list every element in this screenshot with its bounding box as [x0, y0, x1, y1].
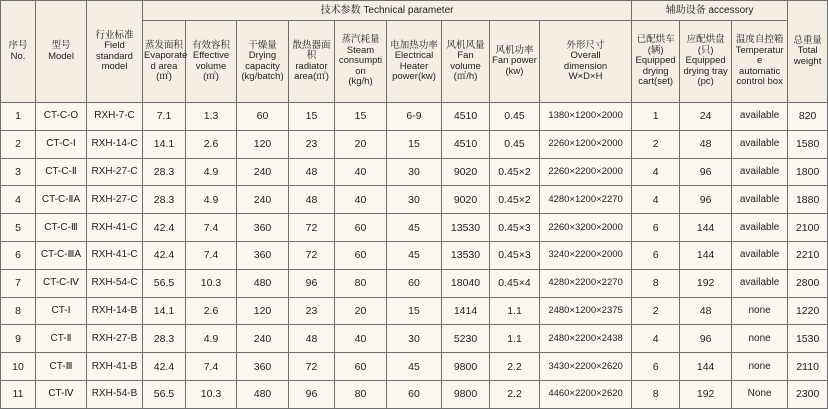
table-row — [1, 130, 828, 158]
table-row — [1, 241, 828, 269]
cell-radiator-area: 48 — [289, 325, 335, 353]
cell-std-model: RXH-27-C — [87, 186, 143, 214]
cell-drying-cart: 8 — [632, 269, 680, 297]
table-row — [1, 186, 828, 214]
cell-fan-power: 0.45×3 — [490, 214, 540, 242]
cell-overall-dimension: 3240×2200×2000 — [540, 241, 632, 269]
col-header-drying-cart: 已配烘车 (辆) Equipped drying cart(set) — [632, 21, 680, 103]
cell-effective-volume: 4.9 — [186, 325, 237, 353]
cell-heater-power: 15 — [387, 297, 442, 325]
cell-fan-power: 0.45 — [490, 103, 540, 131]
cell-drying-tray: 96 — [680, 158, 732, 186]
cell-fan-power: 2.2 — [490, 380, 540, 408]
cell-radiator-area: 15 — [289, 103, 335, 131]
cell-no: 2 — [1, 130, 36, 158]
cell-steam-consumption: 40 — [335, 186, 387, 214]
group-header-technical: 技术参数 Technical parameter — [143, 1, 632, 21]
cell-model: CT-Ⅱ — [36, 325, 87, 353]
col-header-steam-consumption: 蒸汽耗量 Steam consumpti on (kg/h) — [335, 21, 387, 103]
cell-heater-power: 30 — [387, 158, 442, 186]
cell-evaporated-area: 42.4 — [143, 241, 186, 269]
cell-drying-cart: 4 — [632, 186, 680, 214]
cell-effective-volume: 7.4 — [186, 353, 237, 381]
col-header-fan-volume: 风机风量 Fan volume (㎡/h) — [442, 21, 490, 103]
table-row — [1, 380, 828, 408]
cell-no: 6 — [1, 241, 36, 269]
cell-fan-power: 0.45 — [490, 130, 540, 158]
cell-drying-cart: 2 — [632, 130, 680, 158]
cell-no: 5 — [1, 214, 36, 242]
cell-drying-tray: 144 — [680, 214, 732, 242]
col-header-radiator-area: 散热器面 积 radiator area(㎡) — [289, 21, 335, 103]
cell-drying-tray: 144 — [680, 353, 732, 381]
cell-effective-volume: 2.6 — [186, 297, 237, 325]
cell-total-weight: 1580 — [788, 130, 828, 158]
cell-no: 4 — [1, 186, 36, 214]
cell-overall-dimension: 2260×3200×2000 — [540, 214, 632, 242]
cell-evaporated-area: 28.3 — [143, 325, 186, 353]
cell-effective-volume: 7.4 — [186, 214, 237, 242]
cell-steam-consumption: 60 — [335, 214, 387, 242]
cell-temp-control-box: none — [732, 325, 788, 353]
cell-overall-dimension: 2260×1200×2000 — [540, 130, 632, 158]
cell-heater-power: 6-9 — [387, 103, 442, 131]
cell-std-model: RXH-27-B — [87, 325, 143, 353]
col-header-overall-dimension: 外形尺寸 Overall dimension W×D×H — [540, 21, 632, 103]
cell-temp-control-box: available — [732, 130, 788, 158]
cell-overall-dimension: 4280×2200×2270 — [540, 269, 632, 297]
col-header-heater-power: 电加热功率 Electrical Heater power(kw) — [387, 21, 442, 103]
cell-no: 10 — [1, 353, 36, 381]
cell-drying-cart: 2 — [632, 297, 680, 325]
cell-drying-capacity: 480 — [237, 269, 289, 297]
cell-overall-dimension: 3430×2200×2620 — [540, 353, 632, 381]
cell-model: CT-C-Ⅰ — [36, 130, 87, 158]
cell-evaporated-area: 56.5 — [143, 269, 186, 297]
cell-total-weight: 1800 — [788, 158, 828, 186]
cell-drying-tray: 24 — [680, 103, 732, 131]
cell-evaporated-area: 28.3 — [143, 158, 186, 186]
cell-fan-power: 0.45×3 — [490, 241, 540, 269]
cell-no: 3 — [1, 158, 36, 186]
cell-temp-control-box: none — [732, 353, 788, 381]
cell-temp-control-box: available — [732, 214, 788, 242]
cell-evaporated-area: 42.4 — [143, 214, 186, 242]
cell-std-model: RXH-27-C — [87, 158, 143, 186]
cell-fan-volume: 9020 — [442, 186, 490, 214]
cell-fan-power: 2.2 — [490, 353, 540, 381]
cell-drying-capacity: 360 — [237, 214, 289, 242]
table-row — [1, 325, 828, 353]
cell-steam-consumption: 60 — [335, 241, 387, 269]
cell-drying-cart: 6 — [632, 214, 680, 242]
cell-drying-tray: 96 — [680, 325, 732, 353]
cell-effective-volume: 4.9 — [186, 158, 237, 186]
cell-drying-cart: 1 — [632, 103, 680, 131]
table-row — [1, 158, 828, 186]
cell-drying-capacity: 240 — [237, 186, 289, 214]
cell-overall-dimension: 2260×2200×2000 — [540, 158, 632, 186]
cell-total-weight: 2210 — [788, 241, 828, 269]
cell-drying-capacity: 240 — [237, 158, 289, 186]
cell-std-model: RXH-54-B — [87, 380, 143, 408]
cell-radiator-area: 72 — [289, 241, 335, 269]
cell-heater-power: 60 — [387, 380, 442, 408]
cell-total-weight: 2110 — [788, 353, 828, 381]
cell-std-model: RXH-41-B — [87, 353, 143, 381]
cell-heater-power: 45 — [387, 353, 442, 381]
cell-steam-consumption: 80 — [335, 380, 387, 408]
cell-fan-volume: 9800 — [442, 380, 490, 408]
cell-evaporated-area: 56.5 — [143, 380, 186, 408]
cell-total-weight: 1880 — [788, 186, 828, 214]
cell-drying-capacity: 240 — [237, 325, 289, 353]
cell-temp-control-box: available — [732, 103, 788, 131]
cell-radiator-area: 48 — [289, 186, 335, 214]
cell-total-weight: 820 — [788, 103, 828, 131]
cell-temp-control-box: None — [732, 380, 788, 408]
cell-radiator-area: 72 — [289, 353, 335, 381]
cell-effective-volume: 1.3 — [186, 103, 237, 131]
cell-std-model: RXH-41-C — [87, 241, 143, 269]
table-row — [1, 103, 828, 131]
cell-drying-tray: 48 — [680, 297, 732, 325]
cell-fan-power: 0.45×2 — [490, 158, 540, 186]
cell-fan-volume: 4510 — [442, 103, 490, 131]
cell-drying-cart: 8 — [632, 380, 680, 408]
cell-model: CT-Ⅲ — [36, 353, 87, 381]
cell-model: CT-C-ⅡA — [36, 186, 87, 214]
col-header-evaporated-area: 蒸发面积 Evaporate d area (㎡) — [143, 21, 186, 103]
cell-model: CT-C-Ⅲ — [36, 214, 87, 242]
cell-total-weight: 1530 — [788, 325, 828, 353]
cell-overall-dimension: 2480×2200×2438 — [540, 325, 632, 353]
cell-effective-volume: 10.3 — [186, 380, 237, 408]
cell-effective-volume: 10.3 — [186, 269, 237, 297]
cell-evaporated-area: 14.1 — [143, 130, 186, 158]
cell-effective-volume: 4.9 — [186, 186, 237, 214]
cell-radiator-area: 23 — [289, 130, 335, 158]
cell-drying-capacity: 120 — [237, 130, 289, 158]
cell-heater-power: 45 — [387, 214, 442, 242]
cell-std-model: RXH-41-C — [87, 214, 143, 242]
cell-std-model: RXH-7-C — [87, 103, 143, 131]
cell-heater-power: 30 — [387, 325, 442, 353]
col-header-total-weight: 总重量 Total weight — [788, 1, 828, 103]
cell-no: 8 — [1, 297, 36, 325]
table-row — [1, 269, 828, 297]
cell-std-model: RXH-54-C — [87, 269, 143, 297]
cell-drying-capacity: 360 — [237, 353, 289, 381]
cell-evaporated-area: 28.3 — [143, 186, 186, 214]
cell-radiator-area: 96 — [289, 380, 335, 408]
cell-total-weight: 2300 — [788, 380, 828, 408]
col-header-effective-volume: 有效容积 Effective volume (㎡) — [186, 21, 237, 103]
cell-heater-power: 15 — [387, 130, 442, 158]
cell-drying-cart: 6 — [632, 241, 680, 269]
cell-no: 1 — [1, 103, 36, 131]
cell-evaporated-area: 14.1 — [143, 297, 186, 325]
cell-overall-dimension: 1380×1200×2000 — [540, 103, 632, 131]
cell-model: CT-C-Ⅳ — [36, 269, 87, 297]
table-body — [1, 103, 828, 409]
table-row — [1, 214, 828, 242]
cell-model: CT-C-O — [36, 103, 87, 131]
col-header-std-model: 行业标准 Field standard model — [87, 1, 143, 103]
cell-overall-dimension: 2480×1200×2375 — [540, 297, 632, 325]
col-header-temp-control-box: 温度自控箱 Temperatur e automatic control box — [732, 21, 788, 103]
cell-drying-tray: 96 — [680, 186, 732, 214]
cell-drying-cart: 4 — [632, 158, 680, 186]
cell-model: CT-C-Ⅱ — [36, 158, 87, 186]
cell-heater-power: 45 — [387, 241, 442, 269]
cell-radiator-area: 72 — [289, 214, 335, 242]
cell-drying-tray: 192 — [680, 269, 732, 297]
cell-no: 11 — [1, 380, 36, 408]
cell-fan-volume: 13530 — [442, 214, 490, 242]
cell-steam-consumption: 60 — [335, 353, 387, 381]
cell-radiator-area: 23 — [289, 297, 335, 325]
cell-no: 7 — [1, 269, 36, 297]
table-row — [1, 353, 828, 381]
cell-steam-consumption: 20 — [335, 297, 387, 325]
cell-evaporated-area: 7.1 — [143, 103, 186, 131]
cell-drying-cart: 4 — [632, 325, 680, 353]
table-row — [1, 297, 828, 325]
cell-fan-volume: 18040 — [442, 269, 490, 297]
cell-drying-tray: 192 — [680, 380, 732, 408]
cell-fan-power: 1.1 — [490, 297, 540, 325]
group-header-row — [1, 1, 828, 21]
cell-steam-consumption: 40 — [335, 158, 387, 186]
cell-evaporated-area: 42.4 — [143, 353, 186, 381]
cell-heater-power: 30 — [387, 186, 442, 214]
cell-drying-capacity: 120 — [237, 297, 289, 325]
cell-fan-volume: 5230 — [442, 325, 490, 353]
cell-fan-volume: 4510 — [442, 130, 490, 158]
cell-drying-cart: 6 — [632, 353, 680, 381]
cell-fan-volume: 1414 — [442, 297, 490, 325]
cell-temp-control-box: available — [732, 186, 788, 214]
cell-drying-capacity: 480 — [237, 380, 289, 408]
group-header-accessory: 辅助设备 accessory — [632, 1, 788, 21]
col-header-drying-capacity: 干燥量 Drying capacity (kg/batch) — [237, 21, 289, 103]
cell-drying-tray: 144 — [680, 241, 732, 269]
cell-total-weight: 1220 — [788, 297, 828, 325]
cell-drying-capacity: 360 — [237, 241, 289, 269]
cell-steam-consumption: 40 — [335, 325, 387, 353]
cell-temp-control-box: available — [732, 241, 788, 269]
col-header-no: 序号 No. — [1, 1, 36, 103]
cell-radiator-area: 96 — [289, 269, 335, 297]
cell-overall-dimension: 4460×2200×2620 — [540, 380, 632, 408]
cell-steam-consumption: 80 — [335, 269, 387, 297]
cell-temp-control-box: available — [732, 269, 788, 297]
cell-model: CT-Ⅰ — [36, 297, 87, 325]
cell-effective-volume: 7.4 — [186, 241, 237, 269]
cell-model: CT-Ⅳ — [36, 380, 87, 408]
cell-std-model: RXH-14-C — [87, 130, 143, 158]
cell-fan-power: 0.45×2 — [490, 186, 540, 214]
cell-drying-capacity: 60 — [237, 103, 289, 131]
cell-fan-power: 1.1 — [490, 325, 540, 353]
col-header-model: 型号 Model — [36, 1, 87, 103]
cell-fan-power: 0.45×4 — [490, 269, 540, 297]
cell-temp-control-box: none — [732, 297, 788, 325]
cell-drying-tray: 48 — [680, 130, 732, 158]
cell-total-weight: 2800 — [788, 269, 828, 297]
cell-heater-power: 60 — [387, 269, 442, 297]
cell-std-model: RXH-14-B — [87, 297, 143, 325]
cell-model: CT-C-ⅢA — [36, 241, 87, 269]
col-header-fan-power: 风机功率 Fan power (kw) — [490, 21, 540, 103]
cell-steam-consumption: 20 — [335, 130, 387, 158]
col-header-drying-tray: 应配烘盘 (只) Equipped drying tray (pc) — [680, 21, 732, 103]
cell-fan-volume: 13530 — [442, 241, 490, 269]
cell-radiator-area: 48 — [289, 158, 335, 186]
cell-steam-consumption: 15 — [335, 103, 387, 131]
cell-fan-volume: 9800 — [442, 353, 490, 381]
cell-effective-volume: 2.6 — [186, 130, 237, 158]
cell-overall-dimension: 4280×1200×2270 — [540, 186, 632, 214]
cell-temp-control-box: available — [732, 158, 788, 186]
cell-fan-volume: 9020 — [442, 158, 490, 186]
cell-no: 9 — [1, 325, 36, 353]
cell-total-weight: 2100 — [788, 214, 828, 242]
